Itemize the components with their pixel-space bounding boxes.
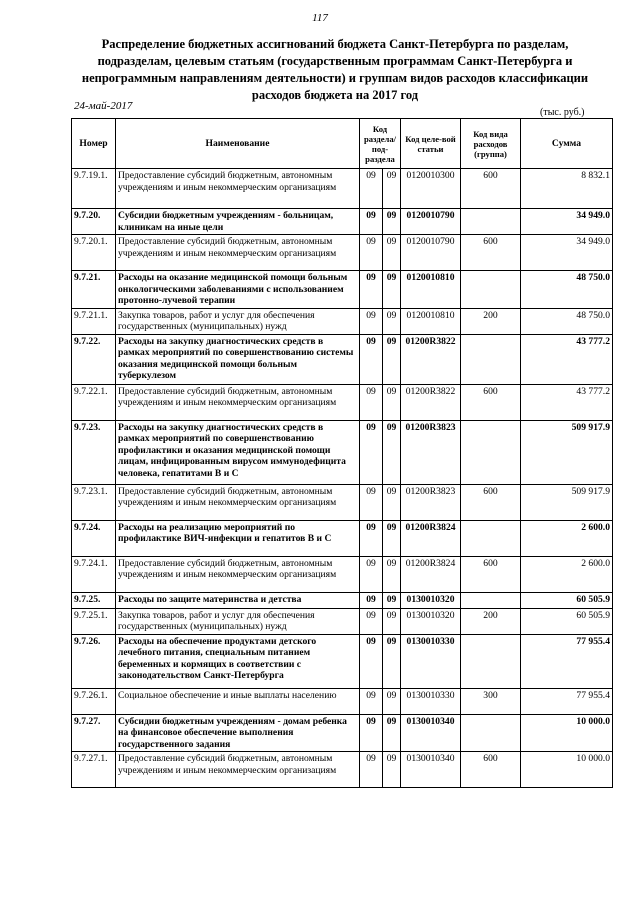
budget-table <box>71 118 613 788</box>
row-expense-type: 200 <box>461 308 521 334</box>
table-row <box>72 520 613 556</box>
row-name: Закупка товаров, работ и услуг для обеспечения государственных (муниципальных) нужд <box>116 608 360 634</box>
row-article: 01200R3823 <box>401 420 461 484</box>
row-section: 09 <box>360 384 383 420</box>
row-amount: 2 600.0 <box>521 520 613 556</box>
row-section: 09 <box>360 235 383 271</box>
row-name: Субсидии бюджетным учреждениям - домам ребенка на финансовое обеспечение выполнения государственного задания <box>116 714 360 752</box>
row-subsection: 09 <box>383 384 401 420</box>
header-article: Код целе-вой статьи <box>401 119 461 169</box>
row-subsection: 09 <box>383 556 401 592</box>
row-name: Предоставление субсидий бюджетным, автономным учреждениям и иным некоммерческим организациям <box>116 556 360 592</box>
row-section: 09 <box>360 169 383 209</box>
row-number: 9.7.25.1. <box>72 608 116 634</box>
row-number: 9.7.20. <box>72 209 116 235</box>
row-section: 09 <box>360 592 383 608</box>
row-amount: 48 750.0 <box>521 308 613 334</box>
units-label: (тыс. руб.) <box>540 107 585 118</box>
row-amount: 60 505.9 <box>521 592 613 608</box>
row-name: Расходы на обеспечение продуктами детского лечебного питания, специальным питанием беременных и кормящих в соответствии с законодательством Санкт-Петербурга <box>116 634 360 688</box>
document-date: 24-май-2017 <box>74 100 133 112</box>
row-article: 0120010300 <box>401 169 461 209</box>
header-number: Номер <box>72 119 116 169</box>
row-section: 09 <box>360 556 383 592</box>
row-section: 09 <box>360 420 383 484</box>
row-amount: 10 000.0 <box>521 752 613 788</box>
row-subsection: 09 <box>383 169 401 209</box>
row-expense-type <box>461 634 521 688</box>
row-section: 09 <box>360 209 383 235</box>
row-subsection: 09 <box>383 592 401 608</box>
row-number: 9.7.21. <box>72 271 116 309</box>
row-article: 0130010330 <box>401 688 461 714</box>
row-section: 09 <box>360 308 383 334</box>
row-name: Расходы по защите материнства и детства <box>116 592 360 608</box>
table-row <box>72 235 613 271</box>
row-expense-type: 600 <box>461 169 521 209</box>
row-section: 09 <box>360 688 383 714</box>
row-expense-type: 600 <box>461 235 521 271</box>
row-number: 9.7.26.1. <box>72 688 116 714</box>
table-row <box>72 752 613 788</box>
row-name: Предоставление субсидий бюджетным, автономным учреждениям и иным некоммерческим организациям <box>116 169 360 209</box>
row-article: 01200R3823 <box>401 484 461 520</box>
row-subsection: 09 <box>383 209 401 235</box>
row-amount: 8 832.1 <box>521 169 613 209</box>
row-section: 09 <box>360 714 383 752</box>
row-number: 9.7.27. <box>72 714 116 752</box>
row-expense-type: 200 <box>461 608 521 634</box>
row-name: Предоставление субсидий бюджетным, автономным учреждениям и иным некоммерческим организациям <box>116 752 360 788</box>
row-subsection: 09 <box>383 752 401 788</box>
table-row <box>72 592 613 608</box>
table-row <box>72 308 613 334</box>
row-amount: 43 777.2 <box>521 384 613 420</box>
row-article: 0130010320 <box>401 608 461 634</box>
row-article: 01200R3822 <box>401 384 461 420</box>
row-amount: 34 949.0 <box>521 209 613 235</box>
row-expense-type <box>461 592 521 608</box>
header-expense-type: Код вида расходов (группа) <box>461 119 521 169</box>
row-number: 9.7.20.1. <box>72 235 116 271</box>
row-name: Социальное обеспечение и иные выплаты населению <box>116 688 360 714</box>
row-section: 09 <box>360 271 383 309</box>
row-name: Расходы на закупку диагностических средств в рамках мероприятий по совершенствованию системы оказания медицинской помощи больным туберкулезом <box>116 334 360 384</box>
row-article: 0130010340 <box>401 752 461 788</box>
row-amount: 10 000.0 <box>521 714 613 752</box>
row-expense-type <box>461 334 521 384</box>
row-amount: 48 750.0 <box>521 271 613 309</box>
row-amount: 509 917.9 <box>521 420 613 484</box>
row-amount: 2 600.0 <box>521 556 613 592</box>
row-amount: 43 777.2 <box>521 334 613 384</box>
row-expense-type <box>461 209 521 235</box>
table-row <box>72 334 613 384</box>
document-title: Распределение бюджетных ассигнований бюджета Санкт-Петербурга по разделам, подразделам, целевым статьям (государственным программам Санкт-Петербурга и непрограммным направлениям деятельности) и группам видов расходов классификации расходов бюджета на 2017 год <box>81 37 589 102</box>
row-amount: 77 955.4 <box>521 634 613 688</box>
row-article: 0130010340 <box>401 714 461 752</box>
row-subsection: 09 <box>383 714 401 752</box>
page-number: 117 <box>312 12 328 24</box>
row-expense-type <box>461 271 521 309</box>
header-section: Код раздела/ под-раздела <box>360 119 401 169</box>
row-number: 9.7.24.1. <box>72 556 116 592</box>
row-article: 0120010790 <box>401 235 461 271</box>
row-subsection: 09 <box>383 271 401 309</box>
row-amount: 60 505.9 <box>521 608 613 634</box>
row-article: 0130010330 <box>401 634 461 688</box>
row-number: 9.7.19.1. <box>72 169 116 209</box>
row-number: 9.7.26. <box>72 634 116 688</box>
row-expense-type: 600 <box>461 484 521 520</box>
table-row <box>72 608 613 634</box>
row-name: Закупка товаров, работ и услуг для обеспечения государственных (муниципальных) нужд <box>116 308 360 334</box>
row-subsection: 09 <box>383 608 401 634</box>
row-subsection: 09 <box>383 235 401 271</box>
row-subsection: 09 <box>383 308 401 334</box>
row-subsection: 09 <box>383 688 401 714</box>
row-number: 9.7.23. <box>72 420 116 484</box>
row-amount: 509 917.9 <box>521 484 613 520</box>
header-name: Наименование <box>116 119 360 169</box>
row-name: Предоставление субсидий бюджетным, автономным учреждениям и иным некоммерческим организациям <box>116 235 360 271</box>
row-subsection: 09 <box>383 634 401 688</box>
row-article: 0120010810 <box>401 308 461 334</box>
row-number: 9.7.27.1. <box>72 752 116 788</box>
table-row <box>72 420 613 484</box>
row-article: 0120010810 <box>401 271 461 309</box>
row-name: Расходы на реализацию мероприятий по профилактике ВИЧ-инфекции и гепатитов В и С <box>116 520 360 556</box>
row-section: 09 <box>360 752 383 788</box>
table-row <box>72 714 613 752</box>
row-article: 01200R3824 <box>401 520 461 556</box>
row-article: 01200R3822 <box>401 334 461 384</box>
row-article: 0120010790 <box>401 209 461 235</box>
row-article: 01200R3824 <box>401 556 461 592</box>
table-row <box>72 169 613 209</box>
table-row <box>72 271 613 309</box>
row-subsection: 09 <box>383 484 401 520</box>
table-row <box>72 484 613 520</box>
row-amount: 34 949.0 <box>521 235 613 271</box>
row-section: 09 <box>360 334 383 384</box>
row-number: 9.7.25. <box>72 592 116 608</box>
table-row <box>72 688 613 714</box>
row-number: 9.7.24. <box>72 520 116 556</box>
row-subsection: 09 <box>383 520 401 556</box>
row-expense-type: 600 <box>461 384 521 420</box>
row-expense-type: 600 <box>461 556 521 592</box>
row-expense-type: 300 <box>461 688 521 714</box>
row-subsection: 09 <box>383 420 401 484</box>
row-expense-type <box>461 520 521 556</box>
row-name: Субсидии бюджетным учреждениям - больницам, клиникам на иные цели <box>116 209 360 235</box>
row-section: 09 <box>360 634 383 688</box>
row-name: Предоставление субсидий бюджетным, автономным учреждениям и иным некоммерческим организациям <box>116 484 360 520</box>
row-name: Предоставление субсидий бюджетным, автономным учреждениям и иным некоммерческим организациям <box>116 384 360 420</box>
row-article: 0130010320 <box>401 592 461 608</box>
row-subsection: 09 <box>383 334 401 384</box>
table-row <box>72 209 613 235</box>
row-section: 09 <box>360 608 383 634</box>
table-row <box>72 384 613 420</box>
row-number: 9.7.21.1. <box>72 308 116 334</box>
row-expense-type <box>461 420 521 484</box>
row-name: Расходы на закупку диагностических средств в рамках мероприятий по совершенствованию профилактики и оказания медицинской помощи лицам, инфицированным вирусом иммунодефицита человека, гепатитами В и С <box>116 420 360 484</box>
row-name: Расходы на оказание медицинской помощи больным онкологическими заболеваниями с использованием протонно-лучевой терапии <box>116 271 360 309</box>
row-section: 09 <box>360 520 383 556</box>
table-row <box>72 634 613 688</box>
table-header-row <box>72 119 613 169</box>
row-amount: 77 955.4 <box>521 688 613 714</box>
row-section: 09 <box>360 484 383 520</box>
row-number: 9.7.22.1. <box>72 384 116 420</box>
row-expense-type: 600 <box>461 752 521 788</box>
table-body <box>72 169 613 788</box>
row-expense-type <box>461 714 521 752</box>
row-number: 9.7.22. <box>72 334 116 384</box>
row-number: 9.7.23.1. <box>72 484 116 520</box>
header-amount: Сумма <box>521 119 613 169</box>
table-row <box>72 556 613 592</box>
